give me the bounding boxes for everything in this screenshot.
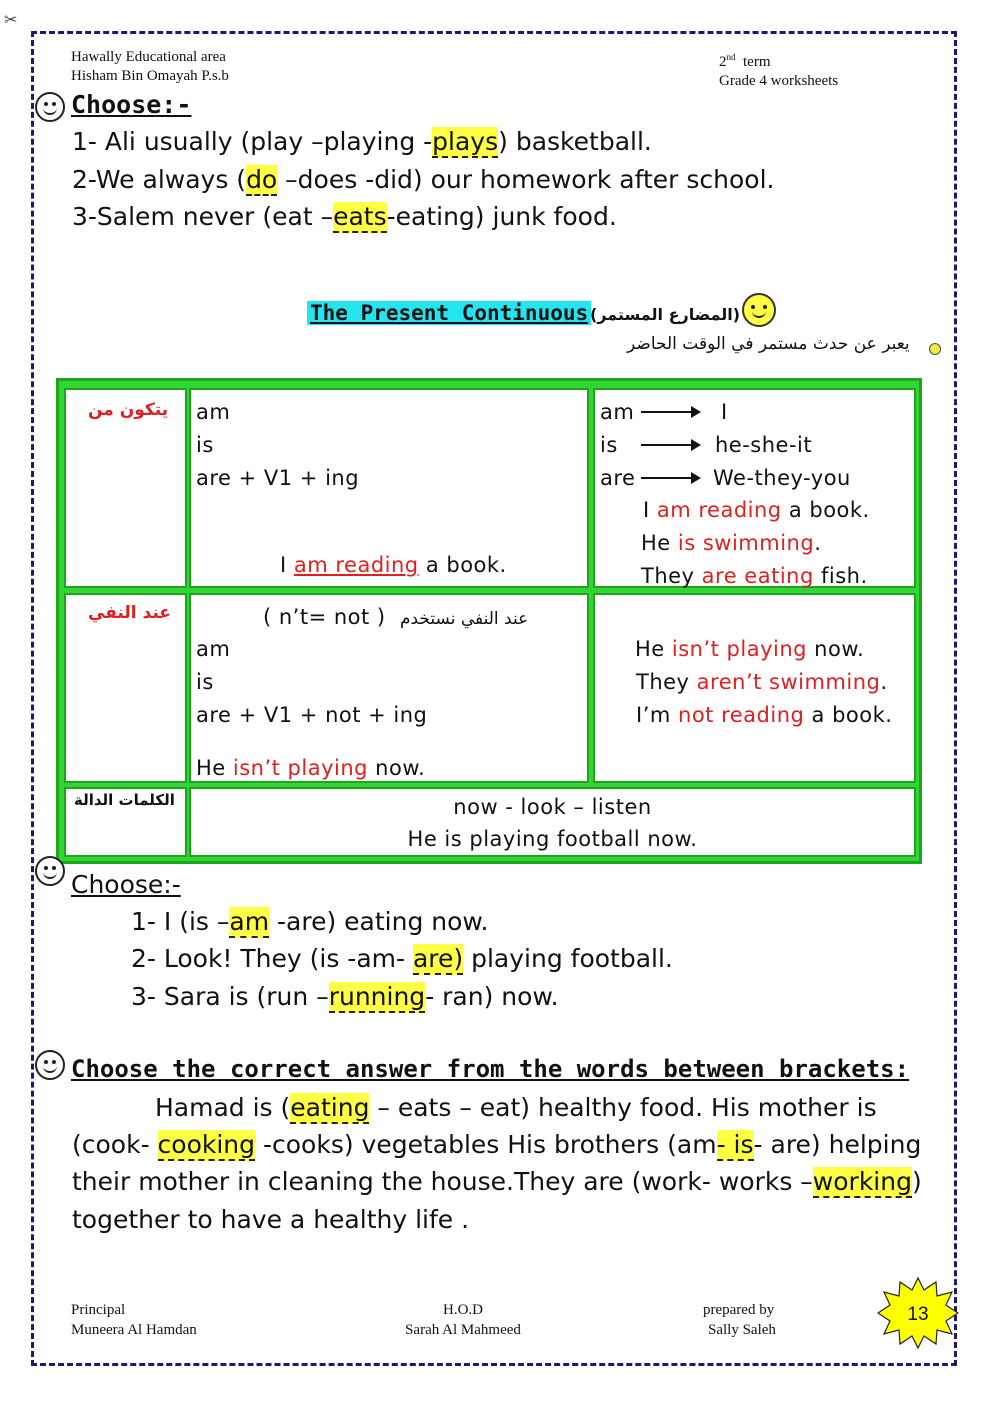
smiley-icon (35, 856, 65, 886)
section2-q1: 1- I (is –am -are) eating now. (131, 907, 489, 936)
arrow-right-icon (641, 444, 699, 446)
footer-hod: H.O.D Sarah Al Mahmeed (405, 1302, 521, 1338)
pronoun-we-they-you: We-they-you (713, 466, 851, 490)
answer-highlight: cooking (157, 1130, 256, 1159)
row2-mid-cell (189, 593, 589, 783)
pronoun-am: am (600, 400, 635, 424)
row2-right-cell (593, 593, 916, 783)
pronoun-i: I (721, 400, 728, 424)
school-area: Hawally Educational area (71, 49, 226, 65)
neg-example-2: They aren’t swimming. (636, 670, 888, 694)
grade-label: Grade 4 worksheets (719, 73, 839, 89)
section3-line2: (cook- cooking -cooks) vegetables His brothers (am- is- are) helping (72, 1130, 922, 1159)
form-rule: are + V1 + ing (196, 466, 360, 490)
row3-label-cell (64, 787, 187, 857)
section2-q3: 3- Sara is (run –running- ran) now. (131, 982, 559, 1011)
neg-form-rule: are + V1 + not + ing (196, 703, 428, 727)
negative-note: ( n’t= not ) عند النفي نستخدم (263, 605, 529, 629)
example-3: They are eating fish. (641, 564, 868, 588)
answer-highlight: am (229, 907, 270, 936)
footer-prepared: prepared by Sally Saleh (703, 1302, 776, 1338)
form-am: am (196, 400, 231, 424)
answer-highlight: do (246, 165, 278, 194)
page-number: 13 (907, 1304, 929, 1325)
section1-q2: 2-We always (do –does -did) our homework after school. (72, 165, 775, 194)
row2-label: عند النفي (88, 603, 171, 623)
school-name: Hisham Bin Omayah P.s.b (71, 68, 229, 84)
answer-highlight: are) (412, 944, 464, 973)
section1-title: Choose:- (71, 90, 192, 119)
smiley-icon (35, 92, 65, 122)
answer-highlight: - is (716, 1130, 754, 1159)
answer-highlight: eats (333, 202, 387, 231)
header-left (71, 48, 229, 86)
pronoun-he-she-it: he-she-it (715, 433, 813, 457)
row1-label-cell (64, 388, 187, 588)
starburst-badge (877, 1276, 959, 1350)
row1-mid-cell (189, 388, 589, 588)
header-right (719, 48, 838, 91)
term-label: 2nd term (719, 52, 771, 70)
row1-label: يتكون من (88, 400, 169, 420)
signal-words: now - look – listen (453, 795, 652, 819)
section2-q2: 2- Look! They (is -am- are) playing football. (131, 944, 673, 973)
footer-principal: Principal Muneera Al Hamdan (71, 1302, 197, 1338)
neg-example-3: I’m not reading a book. (636, 703, 893, 727)
neg-form-is: is (196, 670, 214, 694)
section3-title: Choose the correct answer from the words between brackets: (71, 1055, 910, 1083)
neg-form-am: am (196, 637, 231, 661)
form-example: I am reading a book. (280, 553, 507, 577)
answer-highlight: running (328, 982, 426, 1011)
smiley-icon (742, 293, 776, 327)
answer-highlight: eating (290, 1093, 370, 1122)
row3-words-cell (189, 787, 916, 857)
row2-label-cell (64, 593, 187, 783)
signal-example: He is playing football now. (407, 827, 698, 851)
arrow-right-icon (641, 477, 699, 479)
neg-example-1: He isn’t playing now. (635, 637, 865, 661)
pronoun-are: are (600, 466, 636, 490)
example-1: I am reading a book. (643, 498, 870, 522)
section1-q3: 3-Salem never (eat –eats-eating) junk food. (72, 202, 617, 231)
section3-line4: together to have a healthy life . (72, 1205, 470, 1234)
row1-right-cell (593, 388, 916, 588)
present-continuous-title: The Present Continuous (307, 301, 591, 325)
pronoun-is: is (600, 433, 618, 457)
form-is: is (196, 433, 214, 457)
section2-title: Choose:- (71, 870, 181, 899)
section3-line3: their mother in cleaning the house.They are (work- works –working) (72, 1167, 922, 1196)
row3-label: الكلمات الدالة (74, 791, 175, 809)
bullet-dot-icon (929, 343, 941, 355)
scissors-icon: ✂ (4, 10, 18, 29)
section1-q1: 1- Ali usually (play –playing -plays) basketball. (72, 127, 652, 156)
answer-highlight: working (812, 1167, 912, 1196)
neg-form-example: He isn’t playing now. (196, 756, 426, 780)
arabic-description: يعبر عن حدث مستمر في الوقت الحاضر (627, 334, 910, 354)
answer-highlight: plays (432, 127, 499, 156)
grammar-table (56, 378, 922, 864)
arabic-title: (المضارع المستمر) (590, 305, 741, 324)
smiley-icon (35, 1050, 65, 1080)
example-2: He is swimming. (641, 531, 822, 555)
arrow-right-icon (641, 411, 699, 413)
section3-line1: Hamad is (eating – eats – eat) healthy food. His mother is (155, 1093, 877, 1122)
